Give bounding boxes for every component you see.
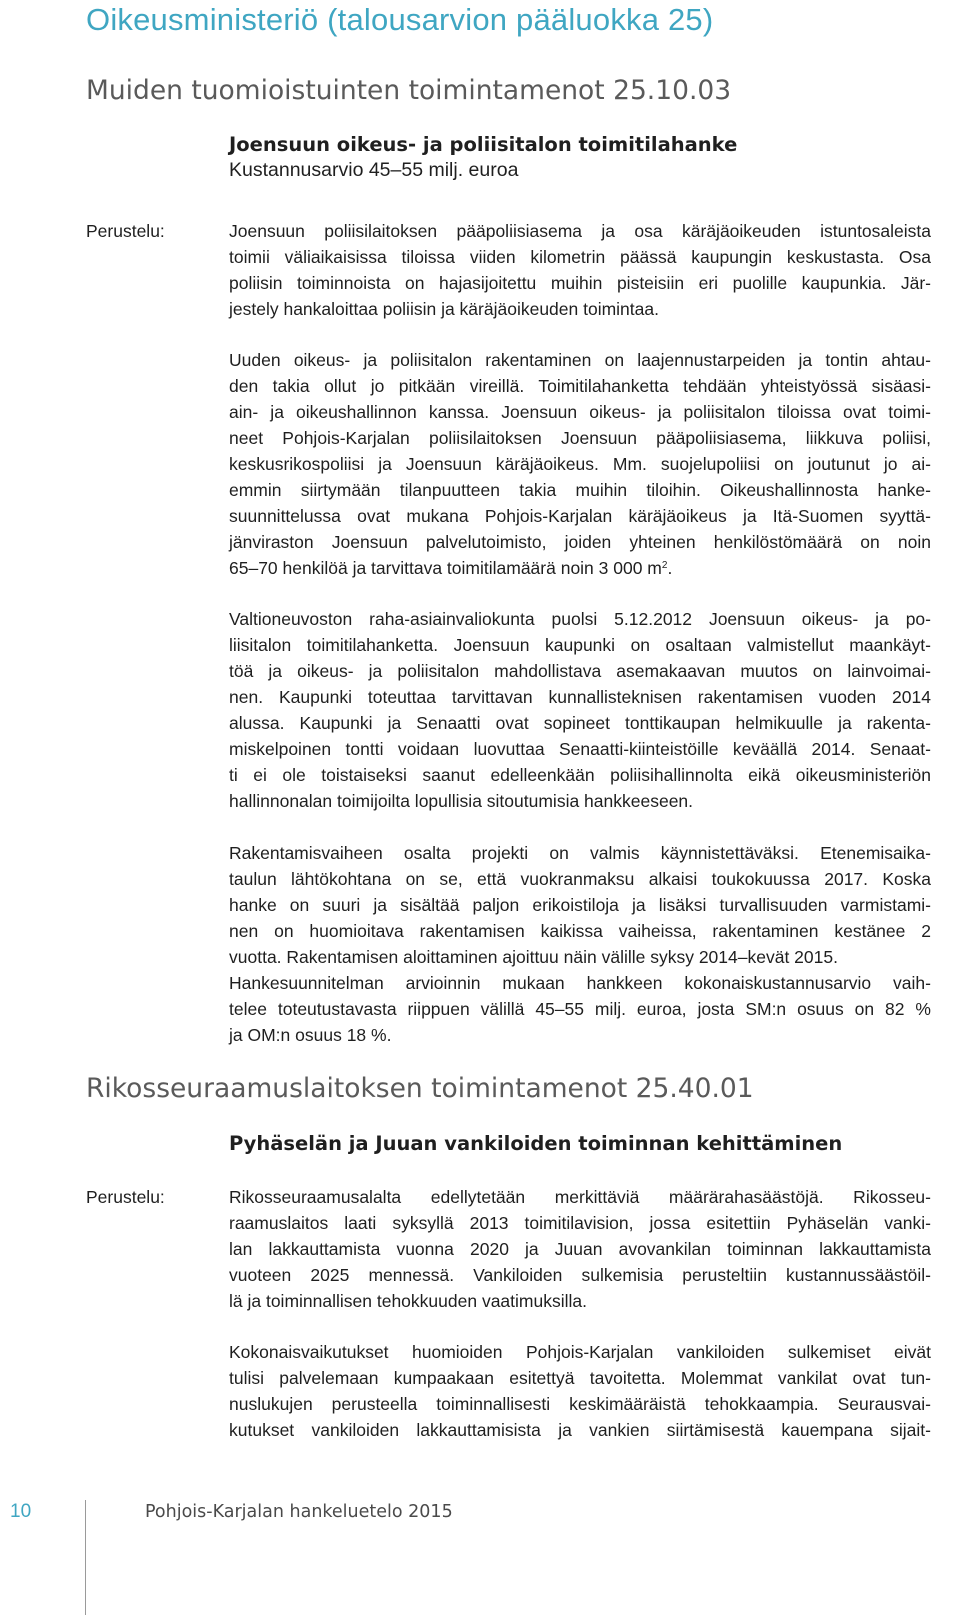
- text-line: nen. Kaupunki toteuttaa tarvittavan kunnallisteknisen rakentamisen vuoden 2014: [229, 687, 931, 707]
- perustelu-label: Perustelu:: [86, 1187, 165, 1207]
- text-line: den takia ollut jo pitkään vireillä. Toimitilahanketta tehdään yhteistyössä sisäasi-: [229, 376, 931, 396]
- text-line: poliisin toiminnoista on hajasijoitettu muihin pisteisiin eri puolille kaupunkia. Jär-: [229, 273, 931, 293]
- text-line: raamuslaitos laati syksyllä 2013 toimitilavision, jossa esitettiin Pyhäselän vanki-: [229, 1213, 931, 1233]
- text-line: vuoteen 2025 mennessä. Vankiloiden sulkemisia perusteltiin kustannussäästöil-: [229, 1265, 931, 1285]
- text-fragment: .: [667, 558, 673, 578]
- text-line: miskelpoinen tontti voidaan luovuttaa Senaatti-kiinteistöille keväällä 2014. Senaat-: [229, 739, 931, 759]
- footer-divider: [85, 1500, 86, 1615]
- text-line: alussa. Kaupunki ja Senaatti ovat sopineet tonttikaupan helmikuulle ja rakenta-: [229, 713, 931, 733]
- text-fragment: 65–70 henkilöä ja tarvittava toimitilamäärä noin 3 000 m: [229, 558, 662, 578]
- superscript: 2: [661, 560, 668, 571]
- footer-title: Pohjois-Karjalan hankeluetelo 2015: [145, 1502, 453, 1522]
- text-line: ain- ja oikeushallinnon kanssa. Joensuun oikeus- ja poliisitalon tiloissa ovat toimi-: [229, 402, 931, 422]
- paragraph: [229, 606, 931, 814]
- text-line: suunnittelussa ovat mukana Pohjois-Karjalan käräjäoikeus ja Itä-Suomen syyttä-: [229, 506, 931, 526]
- text-line: Kokonaisvaikutukset huomioiden Pohjois-Karjalan vankiloiden sulkemiset eivät: [229, 1342, 931, 1362]
- text-line: jänviraston Joensuun palvelutoimisto, joiden yhteinen henkilöstömäärä on noin: [229, 532, 931, 552]
- paragraph: [229, 1339, 931, 1443]
- text-line: [229, 555, 931, 581]
- text-line: telee toteutustavasta riippuen välillä 45–55 milj. euroa, josta SM:n osuus on 82 %: [229, 999, 931, 1019]
- paragraph: [229, 218, 931, 322]
- text-line: Valtioneuvoston raha-asiainvaliokunta puolsi 5.12.2012 Joensuun oikeus- ja po-: [229, 609, 931, 629]
- text-line: taulun lähtökohtana on se, että vuokranmaksu alkaisi toukokuussa 2017. Koska: [229, 869, 931, 889]
- text-line: nuslukujen perusteella toiminnallisesti keskimääräistä tehokkaampia. Seurausvai-: [229, 1394, 931, 1414]
- paragraph: [229, 1184, 931, 1314]
- text-line: jestely hankaloittaa poliisin ja käräjäoikeuden toimintaa.: [229, 299, 659, 319]
- page-number: 10: [10, 1501, 32, 1522]
- text-line: neet Pohjois-Karjalan poliisilaitoksen Joensuun pääpoliisiasema, liikkuva poliisi,: [229, 428, 931, 448]
- paragraph: [229, 347, 931, 581]
- text-line: liisitalon toimitilahanketta. Joensuun kaupunki on osaltaan valmistellut maankäyt-: [229, 635, 931, 655]
- text-line: Rikosseuraamusalalta edellytetään merkittäviä määrärahasäästöjä. Rikosseu-: [229, 1187, 931, 1207]
- text-line: hanke on suuri ja sisältää paljon erikoistiloja ja lisäksi turvallisuuden varmistami-: [229, 895, 931, 915]
- paragraph: [229, 840, 931, 1048]
- text-line: Joensuun poliisilaitoksen pääpoliisiasema ja osa käräjäoikeuden istuntosaleista: [229, 221, 931, 241]
- section-heading: Rikosseuraamuslaitoksen toimintamenot 25.40.01: [86, 1073, 754, 1104]
- project-cost: Kustannusarvio 45–55 milj. euroa: [229, 159, 519, 181]
- text-line: Hankesuunnitelman arvioinnin mukaan hankkeen kokonaiskustannusarvio vaih-: [229, 973, 931, 993]
- text-line: lan lakkauttamista vuonna 2020 ja Juuan avovankilan toiminnan lakkauttamista: [229, 1239, 931, 1259]
- text-line: tulisi palvelemaan kumpaakaan esitettyä tavoitetta. Molemmat vankilat ovat tun-: [229, 1368, 931, 1388]
- text-line: nen on huomioitava rakentamisen kaikissa vaiheissa, rakentaminen kestänee 2: [229, 921, 931, 941]
- text-line: Uuden oikeus- ja poliisitalon rakentaminen on laajennustarpeiden ja tontin ahtau-: [229, 350, 931, 370]
- text-line: Rakentamisvaiheen osalta projekti on valmis käynnistettäväksi. Etenemisaika-: [229, 843, 931, 863]
- text-line: ti ei ole toistaiseksi saanut edelleenkään poliisihallinnolta eikä oikeusministeriön: [229, 765, 931, 785]
- text-line: ja OM:n osuus 18 %.: [229, 1025, 392, 1045]
- text-line: keskusrikospoliisi ja Joensuun käräjäoikeus. Mm. suojelupoliisi on joutunut jo ai-: [229, 454, 931, 474]
- text-line: töä ja oikeus- ja poliisitalon mahdollistava asemakaavan muutos on lainvoimai-: [229, 661, 931, 681]
- project-title: Joensuun oikeus- ja poliisitalon toimitilahanke: [229, 133, 738, 156]
- text-line: emmin siirtymään tilanpuutteen takia muihin tiloihin. Oikeushallinnosta hanke-: [229, 480, 931, 500]
- project-title: Pyhäselän ja Juuan vankiloiden toiminnan kehittäminen: [229, 1132, 843, 1155]
- text-line: vuotta. Rakentamisen aloittaminen ajoittuu näin välille syksy 2014–kevät 2015.: [229, 947, 838, 967]
- page-title: Oikeusministeriö (talousarvion pääluokka 25): [86, 2, 714, 37]
- text-line: toimii väliaikaisissa tiloissa viiden kilometrin päässä kaupungin keskustasta. Osa: [229, 247, 931, 267]
- text-line: kutukset vankiloiden lakkauttamisista ja vankien siirtämisestä kauempana sijait-: [229, 1420, 931, 1440]
- text-line: hallinnonalan toimijoilta lopullisia sitoutumisia hankkeeseen.: [229, 791, 694, 811]
- text-line: lä ja toiminnallisen tehokkuuden vaatimuksilla.: [229, 1291, 587, 1311]
- perustelu-label: Perustelu:: [86, 221, 165, 241]
- section-heading: Muiden tuomioistuinten toimintamenot 25.10.03: [86, 75, 732, 106]
